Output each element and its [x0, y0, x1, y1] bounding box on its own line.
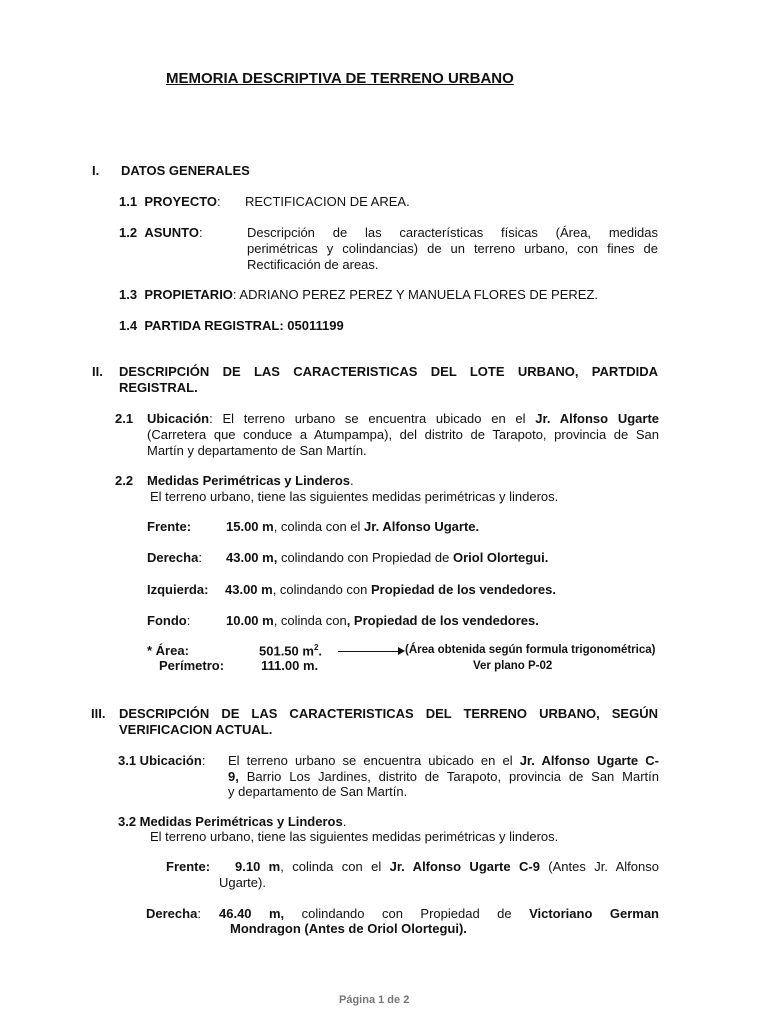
medidas-3-intro: El terreno urbano, tiene las siguientes medidas perimétricas y linderos. — [150, 829, 559, 844]
asunto-line-2: perimétricas y colindancias) de un terreno urbano, con fines de — [247, 241, 658, 256]
izquierda-2-row — [225, 582, 556, 597]
frente-3-line-2: Ugarte). — [219, 875, 266, 890]
partida-number: 1.4 — [119, 318, 138, 333]
area-note: (Área obtenida según formula trigonométrica) — [405, 644, 656, 656]
section-3-heading-line-2: VERIFICACION ACTUAL. — [119, 722, 273, 737]
izquierda-2-label: Izquierda: — [147, 582, 209, 597]
area-label: * Área: — [147, 643, 189, 658]
frente-3-text: , colinda con el — [280, 859, 390, 874]
page-title: MEMORIA DESCRIPTIVA DE TERRENO URBANO — [166, 70, 514, 87]
asunto-number: 1.2 — [119, 225, 138, 240]
section-3-number: III. — [91, 706, 106, 721]
proyecto-row — [119, 194, 221, 209]
fondo-2-text: , colinda con — [273, 613, 347, 628]
ubicacion-3-sep: : — [201, 753, 206, 768]
frente-2-text: , colinda con el — [273, 519, 365, 534]
perimetro-value: 111.00 m. — [261, 658, 319, 673]
ubicacion-2-label: Ubicación — [147, 411, 210, 426]
izquierda-2-value: 43.00 m — [225, 582, 273, 597]
derecha-3-value: 46.40 m, — [219, 906, 285, 921]
proyecto-value: RECTIFICACION DE AREA. — [245, 194, 410, 209]
frente-3-label: Frente: — [166, 859, 211, 874]
perimetro-note: Ver plano P-02 — [473, 660, 553, 672]
ubicacion-3-street: Jr. Alfonso Ugarte C- — [519, 753, 659, 768]
fondo-2-ref: , Propiedad de los vendedores. — [346, 613, 539, 628]
asunto-line-3: Rectificación de areas. — [247, 257, 379, 272]
page-number: Página 1 de 2 — [339, 994, 410, 1006]
section-2-heading-line-2: REGISTRAL. — [119, 380, 198, 395]
derecha-3-line-2: Mondragon (Antes de Oriol Olortegui). — [230, 921, 467, 936]
medidas-2-dot: . — [350, 473, 354, 488]
ubicacion-3-text: El terreno urbano se encuentra ubicado en el — [228, 753, 520, 768]
section-1-heading: DATOS GENERALES — [121, 163, 250, 178]
medidas-2-intro: El terreno urbano, tiene las siguientes medidas perimétricas y linderos. — [150, 489, 559, 504]
ubicacion-3-text-cont: Barrio Los Jardines, distrito de Tarapoto, provincia de San Martín — [238, 769, 659, 784]
ubicacion-2-line-3: Martín y departamento de San Martín. — [147, 443, 367, 458]
derecha-2-row — [226, 550, 548, 565]
ubicacion-3-street-cont: 9, — [228, 769, 239, 784]
propietario-label: PROPIETARIO — [144, 287, 233, 302]
section-1-number: I. — [92, 163, 100, 178]
derecha-2-sep: : — [198, 550, 202, 565]
ubicacion-3-line-1 — [228, 753, 659, 768]
perimetro-label: Perímetro: — [159, 658, 225, 673]
fondo-2-value: 10.00 m — [226, 613, 274, 628]
derecha-3-label-wrap — [146, 906, 201, 921]
ubicacion-2-number: 2.1 — [115, 411, 134, 426]
derecha-3-label: Derecha — [146, 906, 198, 921]
medidas-3-heading — [118, 814, 346, 829]
propietario-value: : ADRIANO PEREZ PEREZ Y MANUELA FLORES DE PEREZ. — [232, 287, 598, 302]
frente-3-ref: Jr. Alfonso Ugarte C-9 — [389, 859, 540, 874]
area-unit-exponent: 2 — [313, 643, 319, 652]
section-2-heading-line-1: DESCRIPCIÓN DE LAS CARACTERISTICAS DEL LOTE URBANO, PARTDIDA — [119, 364, 658, 379]
propietario-number: 1.3 — [119, 287, 138, 302]
medidas-3-label: 3.2 Medidas Perimétricas y Linderos — [118, 814, 343, 829]
area-value: 501.50 m — [259, 643, 314, 659]
ubicacion-3-line-3: y departamento de San Martín. — [228, 784, 408, 799]
derecha-3-line-1 — [219, 906, 659, 921]
medidas-2-heading — [147, 473, 354, 488]
ubicacion-2-street: Jr. Alfonso Ugarte — [535, 411, 659, 426]
derecha-2-value: 43.00 m, — [226, 550, 278, 565]
frente-2-value: 15.00 m — [226, 519, 274, 534]
area-arrow-head — [398, 647, 405, 655]
section-3-heading-line-1: DESCRIPCIÓN DE LAS CARACTERISTICAS DEL TERRENO URBANO, SEGÚN — [119, 706, 658, 721]
medidas-2-label: Medidas Perimétricas y Linderos — [147, 473, 351, 488]
frente-3-tail: (Antes Jr. Alfonso — [539, 859, 659, 874]
ubicacion-3-line-2 — [228, 769, 659, 784]
area-dot: . — [318, 643, 323, 659]
derecha-2-text: colindando con Propiedad de — [277, 550, 453, 565]
derecha-3-sep: : — [197, 906, 201, 921]
ubicacion-2-line-1 — [147, 411, 659, 426]
fondo-2-sep: : — [186, 613, 191, 628]
frente-3-line-1 — [235, 859, 659, 874]
derecha-3-text: colindando con Propiedad de — [284, 906, 530, 921]
frente-2-row — [226, 519, 479, 534]
asunto-label: ASUNTO — [144, 225, 199, 240]
izquierda-2-text: , colindando con — [272, 582, 371, 597]
proyecto-label: PROYECTO — [144, 194, 218, 209]
asunto-line-1: Descripción de las características físicas (Área, medidas — [247, 225, 658, 240]
area-arrow-line — [338, 651, 400, 652]
derecha-2-label-wrap — [147, 550, 202, 565]
medidas-3-dot: . — [342, 814, 347, 829]
proyecto-number: 1.1 — [119, 194, 138, 209]
ubicacion-3-label: 3.1 Ubicación — [118, 753, 202, 768]
area-value-wrap — [259, 643, 322, 658]
derecha-2-ref: Oriol Olortegui. — [452, 550, 549, 565]
derecha-2-label: Derecha — [147, 550, 199, 565]
izquierda-2-ref: Propiedad de los vendedores. — [371, 582, 556, 597]
ubicacion-3-label-wrap — [118, 753, 205, 768]
fondo-2-row — [226, 613, 539, 628]
asunto-row — [119, 225, 203, 240]
frente-2-ref: Jr. Alfonso Ugarte. — [364, 519, 480, 534]
medidas-2-number: 2.2 — [115, 473, 134, 488]
ubicacion-2-text: : El terreno urbano se encuentra ubicado en el — [209, 411, 536, 426]
derecha-3-ref: Victoriano German — [529, 906, 659, 921]
ubicacion-2-line-2: (Carretera que conduce a Atumpampa), del distrito de Tarapoto, provincia de San — [147, 427, 659, 442]
partida-label: PARTIDA REGISTRAL: 05011199 — [144, 318, 344, 333]
fondo-2-label-wrap — [147, 613, 190, 628]
fondo-2-label: Fondo — [147, 613, 187, 628]
frente-2-label: Frente: — [147, 519, 192, 534]
partida-row — [119, 318, 344, 333]
frente-3-value: 9.10 m — [235, 859, 281, 874]
propietario-row — [119, 287, 598, 302]
asunto-sep: : — [198, 225, 203, 240]
proyecto-sep: : — [217, 194, 221, 209]
section-2-number: II. — [92, 364, 103, 379]
